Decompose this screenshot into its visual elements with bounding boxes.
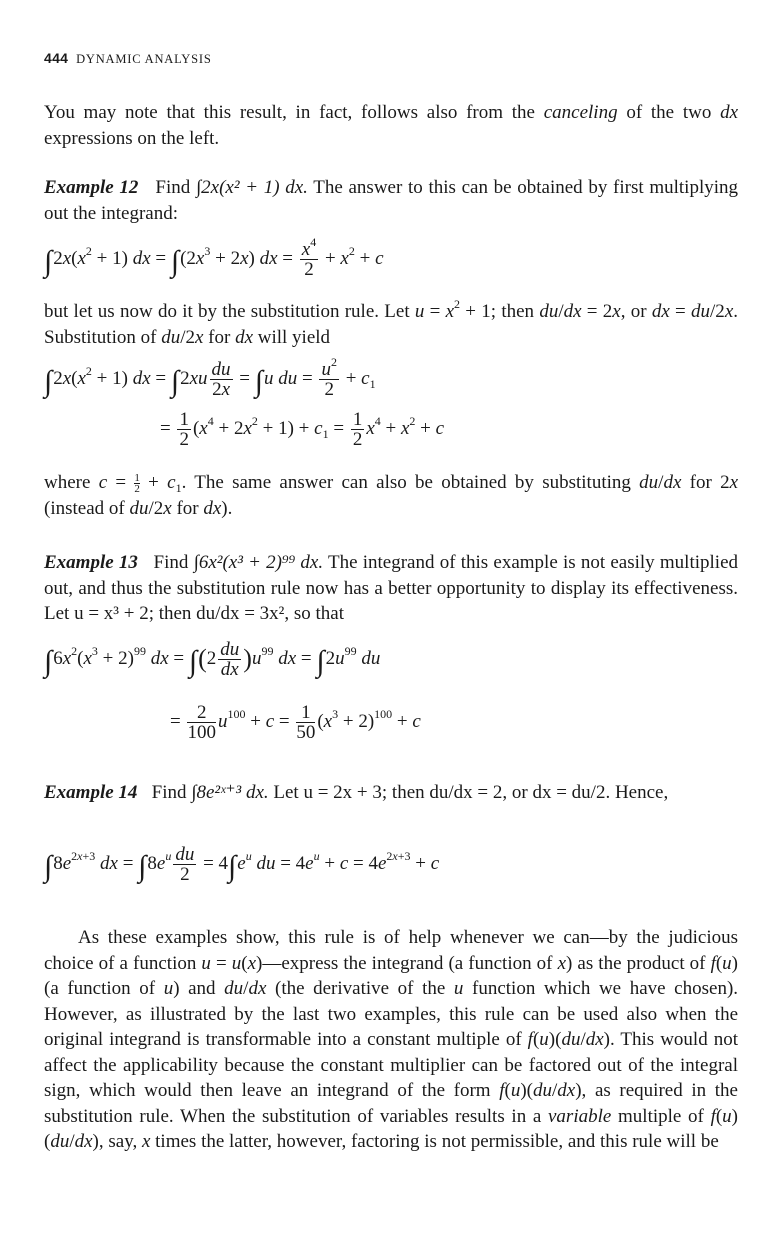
- example12-equation-1: $\int 2x(x^2 + 1)$ dx = $\int(2x^3 + 2x)$ dx = $\frac{x^4}{2}$ + $x^2 + c$: [44, 235, 384, 280]
- example12-substitution-text: but let us now do it by the substitution rule. Let $u = x^2 + 1$; then du/dx = 2x, or dx = du/2x. Substitution of du/2x for dx will yield: [44, 297, 738, 348]
- example14-statement: Example 14 Find ∫8e²ˣ⁺³ dx. Let u = 2x + 3; then du/dx = 2, or dx = du/2. Hence,: [44, 782, 669, 803]
- example12-integral: ∫2x(x² + 1) dx.: [195, 177, 308, 198]
- example14-integral: ∫8e²ˣ⁺³ dx.: [191, 782, 269, 803]
- example13-equation-1: $\int 6x^2(x^3 + 2)^{99}$ dx = ∫(2 $\frac{du}{dx}$ )$u^{99}$ dx = $\int 2u^{99}$ du: [44, 639, 381, 680]
- example12-equation-2: $\int 2x(x^2 + 1)$ dx = ∫2xu $\frac{du}{2x}$ = ∫u du = $\frac{u^2}{2}$ + $c_1$: [44, 355, 376, 400]
- example12-equation-3: = $\frac{1}{2}$ $(x^4 + 2x^2 + 1) + c_1$ = $\frac{1}{2}$ $x^4 + x^2 + c$: [160, 409, 445, 450]
- example12-label: Example 12: [44, 177, 139, 198]
- page-number: 444: [44, 50, 69, 66]
- intro-paragraph: You may note that this result, in fact, follows also from the canceling of the two dx expressions on the left.: [44, 102, 738, 149]
- example13-label: Example 13: [44, 552, 138, 573]
- example12-statement: Example 12 Find ∫2x(x² + 1) dx. The answer to this can be obtained by first multiplying out the integrand:: [44, 177, 738, 224]
- example14-equation-1: $\int 8e^{2x+3}$ dx = $\int 8e^u$ $\frac{du}{2}$ = $4\int e^u$ du = $4e^u + c = 4e^{2x+3} + c$: [44, 844, 440, 885]
- closing-paragraph: As these examples show, this rule is of help whenever we can—by the judicious choice of a function u = u(x)—express the integrand (a function of x) as the product of f(u) (a function of u) and du/dx (the derivative of the u function which we have chosen). However, as illustrated by the last two examples, this rule can be used also when the original integrand is transformable into a constant multiple of f(u)(du/dx). This would not affect the applicability because the constant multiplier can be factored out of the integral sign, which would then leave an integrand of the form f(u)(du/dx), as required in the substitution rule. When the substitution of variables results in a variable multiple of f(u)(du/dx), say, x times the latter, however, factoring is not permissible, and this rule will be: [44, 927, 739, 1152]
- example13-integral: ∫6x²(x³ + 2)⁹⁹ dx.: [193, 552, 324, 573]
- example13-equation-2: = $\frac{2}{100}$ $u^{100} + c$ = $\frac{1}{50}$ $(x^3 + 2)^{100} + c$: [170, 702, 421, 743]
- running-header: [44, 50, 212, 68]
- example14-label: Example 14: [44, 782, 138, 803]
- example12-closing-text: where c = $\frac{1}{2}$ + $c_1$. The same answer can also be obtained by substituting du/dx for 2x (instead of du/2x for dx).: [44, 472, 739, 519]
- example13-statement: Example 13 Find ∫6x²(x³ + 2)⁹⁹ dx. The integrand of this example is not easily multiplied out, and thus the substitution rule now has a better opportunity to display its effectiveness. Let u = x³ + 2; then du/dx = 3x², so that: [44, 552, 739, 624]
- running-title: DYNAMIC ANALYSIS: [76, 52, 212, 66]
